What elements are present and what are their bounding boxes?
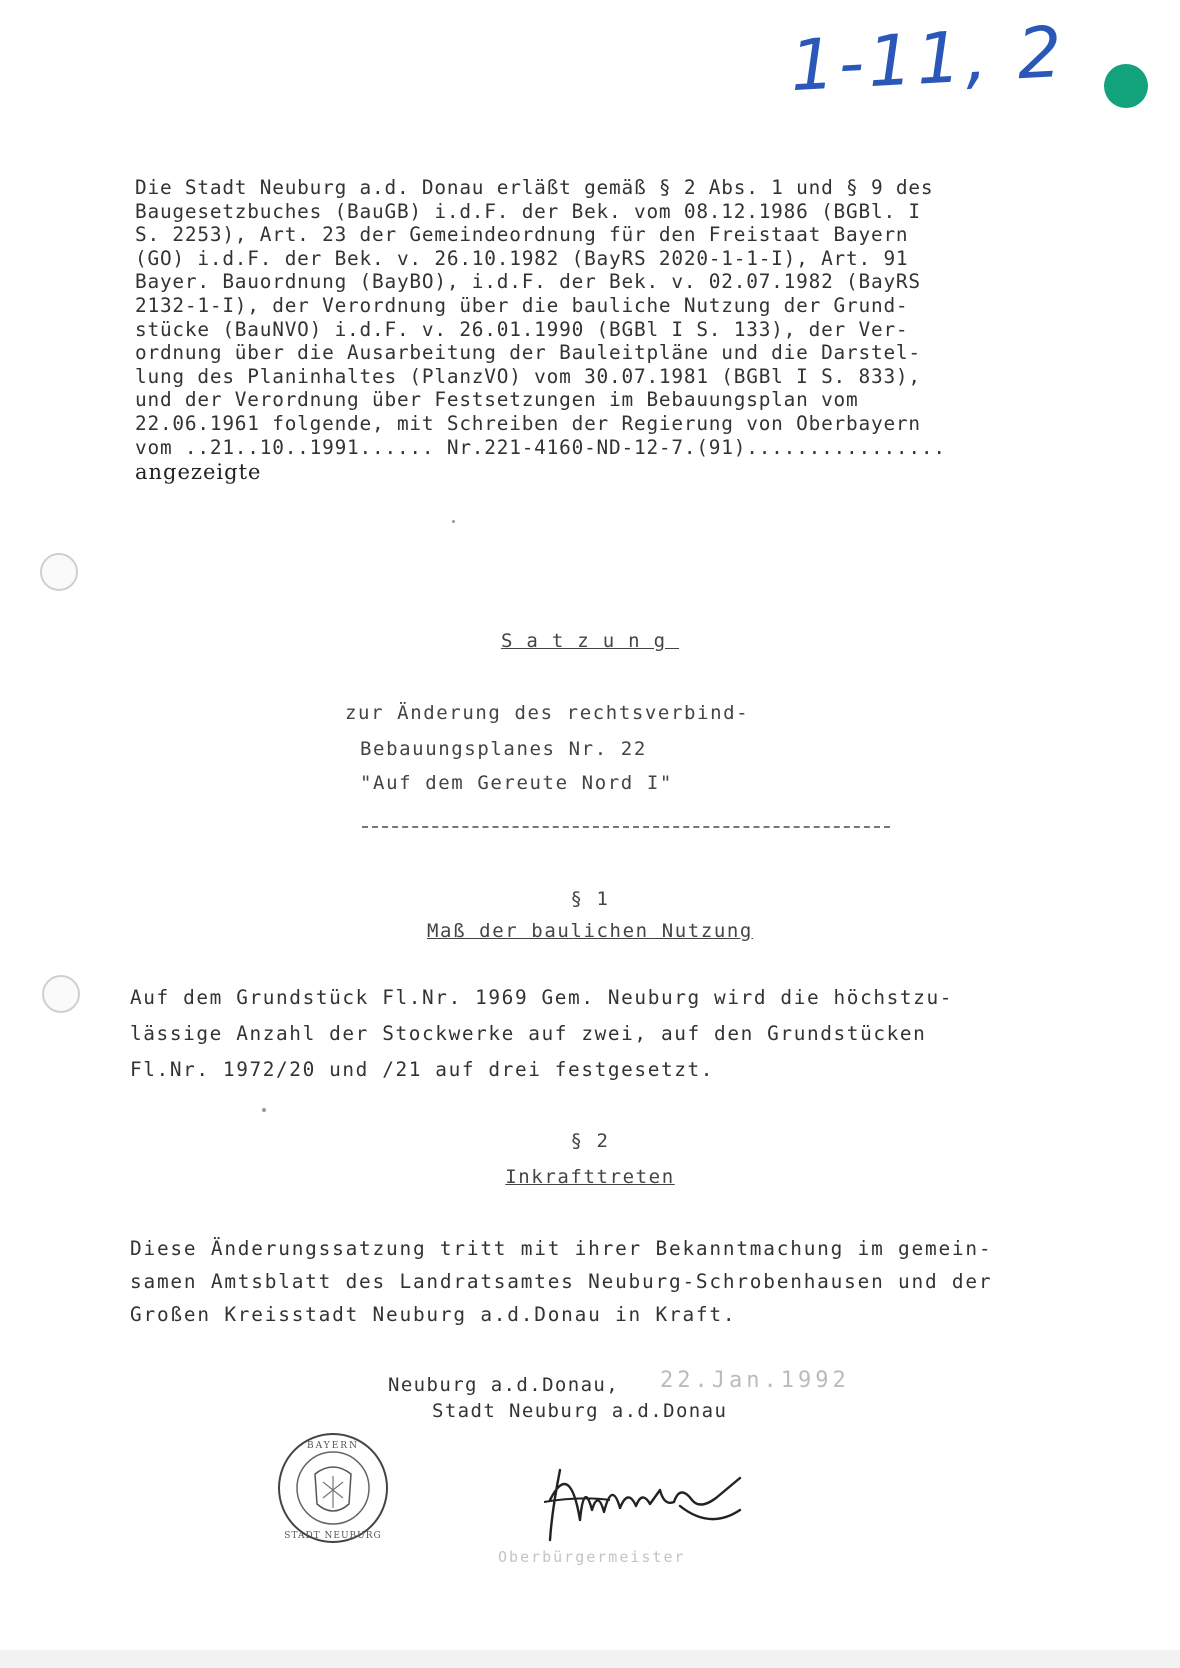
preamble-line: (GO) i.d.F. der Bek. v. 26.10.1982 (BayRS 2020-1-1-I), Art. 91 xyxy=(135,246,909,270)
section-2-body xyxy=(130,1232,1060,1331)
section-2-heading: Inkrafttreten xyxy=(505,1166,675,1188)
preamble-line: 22.06.1961 folgende, mit Schreiben der Regierung von Oberbayern xyxy=(135,411,921,435)
subtitle-line: "Auf dem Gereute Nord I" xyxy=(360,772,673,794)
preamble-line: 2132-1-I), der Verordnung über die bauliche Nutzung der Grund- xyxy=(135,293,909,317)
place-and-date-label: Neuburg a.d.Donau, xyxy=(388,1374,620,1396)
subtitle-line: zur Änderung des rechtsverbind- xyxy=(345,702,750,724)
official-seal xyxy=(275,1430,391,1546)
issuing-authority: Stadt Neuburg a.d.Donau xyxy=(432,1400,728,1422)
dashed-divider xyxy=(362,826,890,828)
preamble-line-approval: vom ..21..10..1991...... Nr.221-4160-ND-12-7.(91)................ xyxy=(135,435,946,459)
subtitle-line: Bebauungsplanes Nr. 22 xyxy=(360,738,647,760)
section-2-line: samen Amtsblatt des Landratsamtes Neuburg-Schrobenhausen und der xyxy=(130,1270,993,1293)
signatory-title: Oberbürgermeister xyxy=(498,1548,686,1566)
handwritten-file-number: 1-11, 2 xyxy=(788,10,1068,108)
green-sticker-dot xyxy=(1104,64,1148,108)
date-stamp: 22.Jan.1992 xyxy=(660,1368,850,1393)
scan-speck xyxy=(452,520,455,523)
preamble-line: lung des Planinhaltes (PlanzVO) vom 30.07.1981 (BGBl I S. 833), xyxy=(135,364,921,388)
section-1-line: Auf dem Grundstück Fl.Nr. 1969 Gem. Neuburg wird die höchstzu- xyxy=(130,986,953,1009)
preamble-line: Die Stadt Neuburg a.d. Donau erläßt gemäß § 2 Abs. 1 und § 9 des xyxy=(135,176,934,199)
svg-text:BAYERN: BAYERN xyxy=(307,1441,359,1451)
scan-bottom-edge xyxy=(0,1650,1180,1668)
section-1-line: lässige Anzahl der Stockwerke auf zwei, auf den Grundstücken xyxy=(130,1022,927,1045)
document-title: Satzung xyxy=(500,630,680,652)
section-1-line: Fl.Nr. 1972/20 und /21 auf drei festgesetzt. xyxy=(130,1058,715,1081)
section-2-number: § 2 xyxy=(570,1130,610,1152)
punch-hole-top xyxy=(40,553,78,591)
handwritten-signature xyxy=(540,1440,790,1550)
punch-hole-bottom xyxy=(42,975,80,1013)
preamble-line: Baugesetzbuches (BauGB) i.d.F. der Bek. vom 08.12.1986 (BGBl. I xyxy=(135,199,921,223)
preamble-line: stücke (BauNVO) i.d.F. v. 26.01.1990 (BGBl I S. 133), der Ver- xyxy=(135,317,909,341)
scan-speck xyxy=(262,1108,266,1112)
section-1-body xyxy=(130,980,1040,1088)
preamble-line: und der Verordnung über Festsetzungen im Bebauungsplan vom xyxy=(135,388,859,412)
preamble-line: S. 2253), Art. 23 der Gemeindeordnung für den Freistaat Bayern xyxy=(135,223,909,247)
preamble-line: Bayer. Bauordnung (BayBO), i.d.F. der Bek. v. 02.07.1982 (BayRS xyxy=(135,270,921,294)
svg-text:STADT NEUBURG: STADT NEUBURG xyxy=(284,1531,382,1541)
preamble-last-word: angezeigte xyxy=(135,460,262,485)
preamble-line: ordnung über die Ausarbeitung der Bauleitpläne und die Darstel- xyxy=(135,341,921,365)
section-2-line: Großen Kreisstadt Neuburg a.d.Donau in Kraft. xyxy=(130,1303,737,1326)
section-1-number: § 1 xyxy=(570,888,610,910)
section-1-heading: Maß der baulichen Nutzung xyxy=(427,920,753,942)
preamble-paragraph xyxy=(135,176,1040,485)
section-2-line: Diese Änderungssatzung tritt mit ihrer Bekanntmachung im gemein- xyxy=(130,1237,993,1260)
